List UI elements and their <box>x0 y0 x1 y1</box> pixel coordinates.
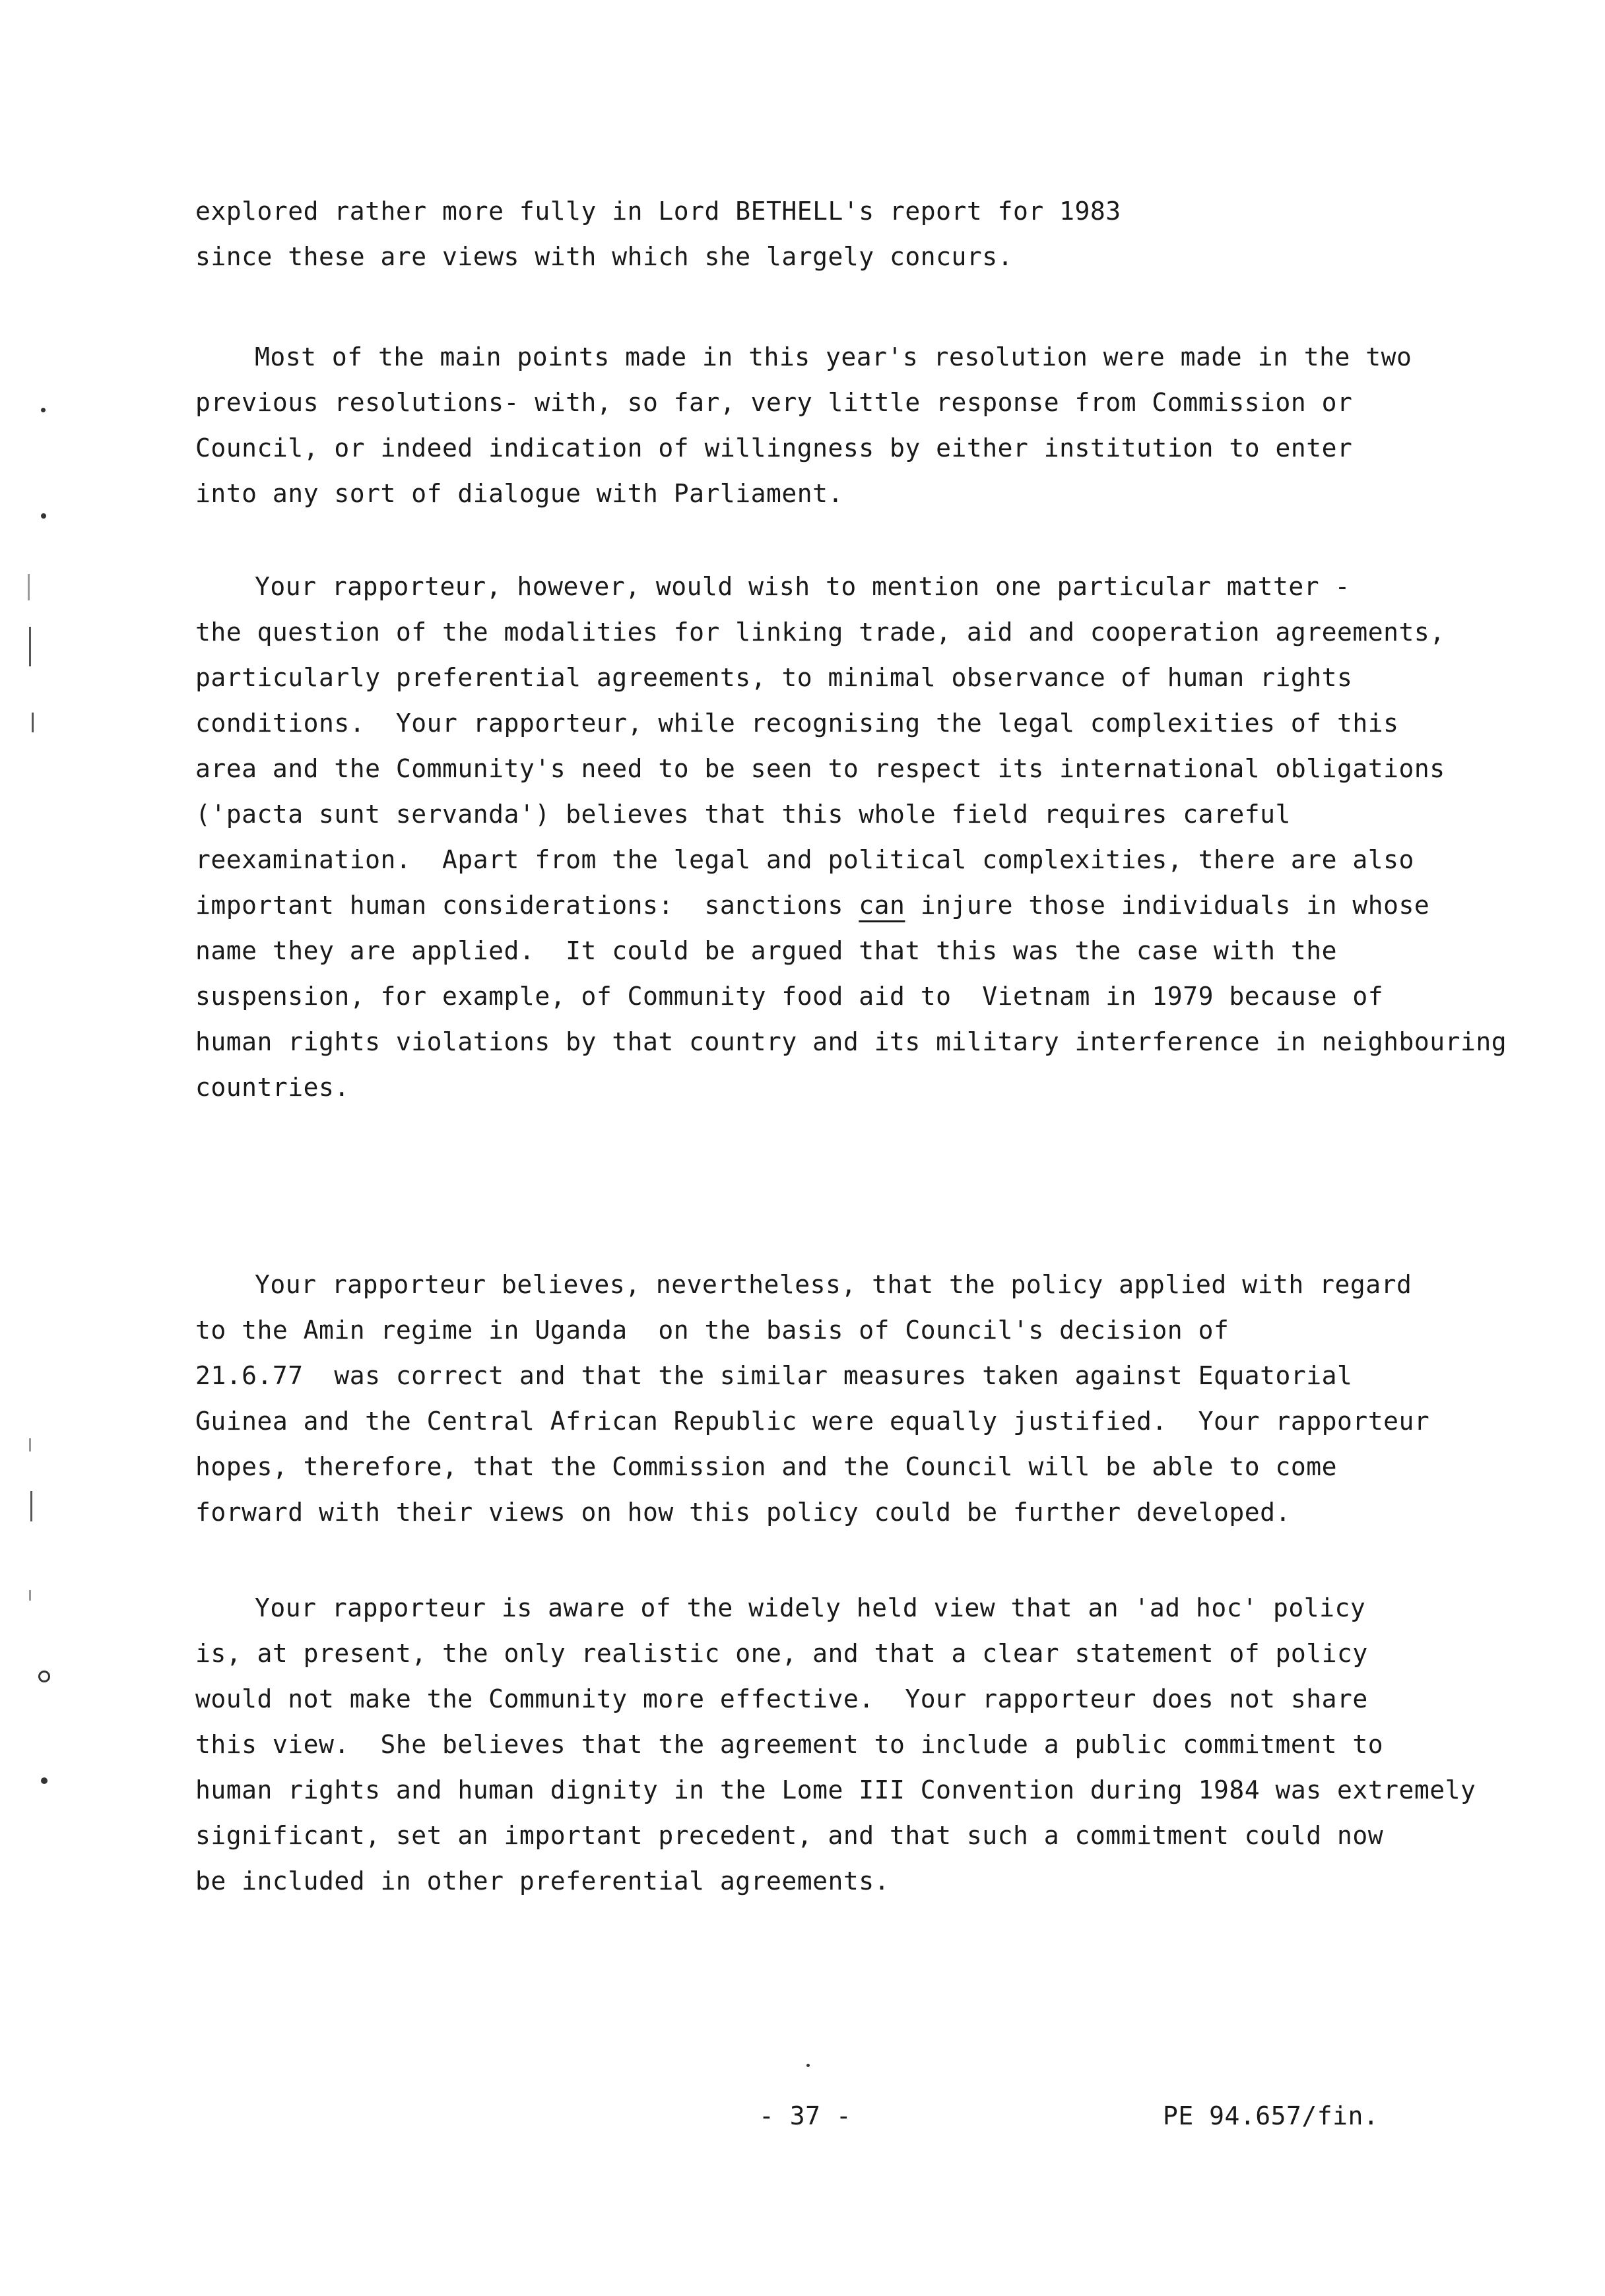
underlined-word: can <box>859 891 905 920</box>
text-line: would not make the Community more effective. Your rapporteur does not share <box>195 1684 1368 1713</box>
text-line: suspension, for example, of Community food aid to Vietnam in 1979 because of <box>195 982 1384 1011</box>
text-line: hopes, therefore, that the Commission and the Council will be able to come <box>195 1452 1337 1481</box>
text-line: human rights violations by that country and its military interference in neighbouring <box>195 1027 1507 1056</box>
text-line: Your rapporteur, however, would wish to mention one particular matter - <box>255 572 1350 601</box>
document-reference: PE 94.657/fin. <box>1163 2101 1379 2130</box>
text-line: significant, set an important precedent, and that such a commitment could now <box>195 1821 1384 1850</box>
text-line: conditions. Your rapporteur, while recognising the legal complexities of this <box>195 709 1399 738</box>
paragraph-main-points <box>195 335 1469 517</box>
text-segment: important human considerations: sanctions <box>195 891 843 920</box>
text-segment: injure those individuals in whose <box>905 891 1430 920</box>
text-line: reexamination. Apart from the legal and political complexities, there are also <box>195 845 1414 874</box>
text-line: countries. <box>195 1073 350 1102</box>
text-line: into any sort of dialogue with Parliament. <box>195 479 843 508</box>
paragraph-modalities <box>195 564 1507 1110</box>
text-line: since these are views with which she largely concurs. <box>195 242 1014 271</box>
text-line: Your rapporteur is aware of the widely held view that an 'ad hoc' policy <box>255 1593 1366 1622</box>
text-line: this view. She believes that the agreement to include a public commitment to <box>195 1730 1384 1759</box>
text-line: is, at present, the only realistic one, and that a clear statement of policy <box>195 1639 1368 1668</box>
text-line: to the Amin regime in Uganda on the basis of Council's decision of <box>195 1316 1229 1345</box>
text-line: previous resolutions- with, so far, very little response from Commission or <box>195 388 1353 417</box>
scan-mark <box>30 1491 32 1521</box>
text-line: explored rather more fully in Lord BETHELL's report for 1983 <box>195 197 1121 226</box>
text-line: the question of the modalities for linking trade, aid and cooperation agreements, <box>195 618 1445 647</box>
text-line: be included in other preferential agreements. <box>195 1866 890 1896</box>
text-line: ('pacta sunt servanda') believes that this whole field requires careful <box>195 800 1291 829</box>
scan-mark <box>32 713 34 732</box>
text-line <box>195 883 1469 928</box>
scan-dot <box>806 2064 810 2067</box>
scan-ring <box>38 1671 50 1682</box>
paragraph-ad-hoc-policy <box>195 1585 1476 1904</box>
scan-mark <box>29 1438 31 1451</box>
text-line: Your rapporteur believes, nevertheless, that the policy applied with regard <box>255 1270 1412 1299</box>
text-line: particularly preferential agreements, to minimal observance of human rights <box>195 663 1353 692</box>
scan-mark <box>29 1590 31 1601</box>
text-line: Guinea and the Central African Republic were equally justified. Your rapporteur <box>195 1407 1430 1436</box>
paragraph-amin-regime <box>195 1262 1469 1535</box>
paragraph-continuation <box>195 189 1469 280</box>
text-line: forward with their views on how this policy could be further developed. <box>195 1498 1291 1527</box>
scan-mark <box>28 574 30 600</box>
text-line: area and the Community's need to be seen to respect its international obligations <box>195 754 1445 783</box>
scan-dot <box>41 513 46 519</box>
scan-mark <box>29 627 31 666</box>
text-line: Council, or indeed indication of willingness by either institution to enter <box>195 433 1353 462</box>
scan-dot <box>41 408 46 412</box>
text-line: Most of the main points made in this year's resolution were made in the two <box>255 342 1412 371</box>
text-line: name they are applied. It could be argued that this was the case with the <box>195 936 1337 965</box>
text-line: 21.6.77 was correct and that the similar measures taken against Equatorial <box>195 1361 1353 1390</box>
scan-dot <box>41 1777 48 1784</box>
text-line: human rights and human dignity in the Lome III Convention during 1984 was extremely <box>195 1775 1476 1804</box>
page-number: - 37 - <box>759 2101 852 2130</box>
